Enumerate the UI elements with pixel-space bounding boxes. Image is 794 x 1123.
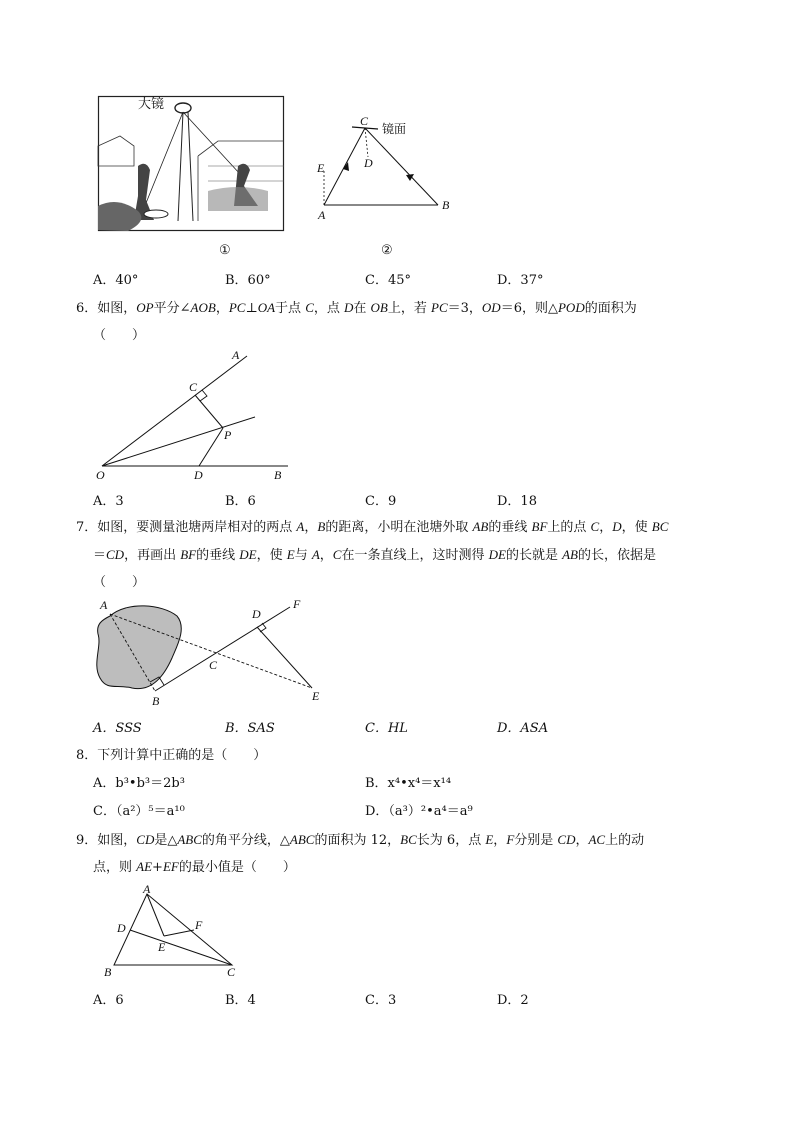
q5-fig2-point-D: D [364,156,373,170]
q5-fig2-mirror-label: 镜面 [382,122,407,136]
q7-option-b-text: B．SAS [225,721,275,736]
q7-text: 在一条直线上，这时测得 [341,548,489,563]
q7-var: CD [106,547,125,562]
q6-point-D: D [194,468,203,482]
q7-point-E: E [312,689,320,703]
q7-stem-line2 [93,544,656,563]
q9-text: 分别是 [514,833,558,848]
q7-var: A [296,519,305,534]
q5-option-c[interactable]: C．45° [365,273,411,288]
q7-var: BC [651,519,669,534]
q9-var: EF [162,859,179,874]
q6-text: 上，若 [387,301,432,316]
q9-var: ABC [289,832,315,847]
q6-text: 的面积为 [584,301,637,316]
q7-var: AB [472,519,489,534]
q7-answer-blank[interactable]: （ ） [93,575,146,590]
q9-text: 的角平分线，△ [201,833,290,848]
q8-text: 下列计算中正确的是（ ） [97,748,267,763]
q7-var: AB [562,547,578,562]
q9-option-c[interactable]: C．3 [365,993,397,1008]
q9-option-a[interactable]: A．6 [93,993,124,1008]
q9-text: 的面积为 12， [314,833,401,848]
q5-fig2-point-C: C [360,114,369,128]
q7-option-b[interactable] [225,717,275,736]
q6-option-c[interactable]: C．9 [365,494,397,509]
q6-point-A: A [232,348,240,362]
q7-option-c[interactable] [365,717,408,736]
q8-option-a[interactable]: A．b³•b³＝2b³ [93,776,185,791]
q9-var: ABC [177,832,202,847]
q9-option-d[interactable]: D．2 [497,993,529,1008]
q7-text: 上的点 [547,520,591,535]
q9-var: CD [136,832,155,847]
q9-figure [100,884,250,980]
q7-text: 的长就是 [505,548,563,563]
q7-text: 如图，要测量池塘两岸相对的两点 [97,520,297,535]
q6-point-B: B [274,468,282,482]
q9-var: E [485,832,494,847]
q8-number: 8． [76,748,98,763]
q7-point-F: F [293,597,301,611]
q7-option-c-text: C．HL [365,721,408,736]
q5-figure-1 [98,96,284,232]
q6-text: 平分∠ [153,301,191,316]
q9-point-C: C [227,965,236,979]
q7-point-B: B [152,694,160,708]
q5-fig1-caption: ① [219,243,231,258]
q9-var: AC [588,832,606,847]
q7-var: A [311,547,320,562]
q9-var: F [506,832,515,847]
q9-stem-line1 [76,829,644,848]
q6-number: 6． [76,301,98,316]
q6-text: 于点 [275,301,306,316]
q9-stem-line2 [93,856,296,875]
q5-fig2-point-A: A [318,208,326,222]
q6-var: PC [228,300,246,315]
q7-text: ， [319,548,333,563]
q7-var: DE [488,547,506,562]
q7-option-a-text: A．SSS [93,721,142,736]
q8-stem [76,744,266,763]
q9-point-D: D [117,921,126,935]
q7-text: 的垂线 [196,548,240,563]
q9-text: 的最小值是（ ） [178,860,296,875]
q7-option-a[interactable] [93,717,142,736]
q7-figure [92,596,332,708]
q9-text: 点，则 [93,860,137,875]
q9-text: 如图， [97,833,137,848]
q9-var: AE [136,859,153,874]
q7-var: E [286,547,295,562]
q5-fig1-label: 大镜 [138,97,165,112]
q7-point-A: A [100,598,108,612]
q9-text: + [152,860,163,875]
q6-text: ⊥ [245,301,258,316]
q9-text: 长为 6，点 [416,833,486,848]
q9-var: CD [557,832,576,847]
q8-option-d[interactable]: D．（a³）²•a⁴＝a⁹ [365,804,473,819]
q9-text: 是△ [154,833,178,848]
q9-point-F: F [195,918,203,932]
q7-var: BF [180,547,197,562]
q6-var: POD [557,300,585,315]
q7-number: 7． [76,520,98,535]
q9-option-b[interactable]: B．4 [225,993,256,1008]
q7-text: 与 [294,548,312,563]
q6-point-C: C [189,380,198,394]
q6-figure [92,348,302,484]
q5-option-a[interactable]: A．40° [93,273,139,288]
q6-var: OA [257,300,276,315]
q5-fig2-point-B: B [442,198,450,212]
q5-fig2-point-E: E [317,161,325,175]
q9-text: ， [493,833,507,848]
q7-var: D [612,519,622,534]
q7-text: ，再画出 [124,548,181,563]
q6-var: OP [136,300,154,315]
q7-text: ， [599,520,613,535]
q7-var: DE [239,547,257,562]
q9-point-B: B [104,965,112,979]
q6-var: OD [481,300,501,315]
q7-option-d-text: D．ASA [497,721,549,736]
q6-text: ， [215,301,229,316]
q7-text: ， [304,520,318,535]
q6-var: D [344,300,354,315]
q5-option-d[interactable]: D．37° [497,273,544,288]
q7-text: 的垂线 [488,520,532,535]
q7-text: ，使 [621,520,652,535]
q5-option-b[interactable]: B．60° [225,273,271,288]
q6-text: 如图， [97,301,137,316]
q6-var: OB [370,300,388,315]
q7-point-D: D [252,607,261,621]
q6-text: ＝6，则△ [500,301,558,316]
q6-var: PC [431,300,448,315]
q9-point-E: E [158,940,166,954]
q6-var: C [305,300,314,315]
q7-text: 的距离，小明在池塘外取 [325,520,473,535]
q9-var: BC [400,832,417,847]
q6-stem [76,297,637,316]
q6-option-a[interactable]: A．3 [93,494,124,509]
q6-text: ，点 [313,301,344,316]
q6-text: ＝3， [447,301,482,316]
q6-option-d[interactable]: D．18 [497,494,537,509]
q9-point-A: A [143,882,151,896]
q9-text: ， [575,833,589,848]
q6-point-P: P [224,428,232,442]
q7-text: ，使 [256,548,287,563]
q6-point-O: O [96,468,105,482]
q5-figure-2 [300,115,470,225]
q6-text: 在 [353,301,371,316]
q7-stem-line1 [76,516,668,535]
q9-number: 9． [76,833,98,848]
q7-var: BF [531,519,548,534]
q7-var: C [590,519,600,534]
q6-answer-blank[interactable]: （ ） [93,328,146,343]
q7-option-d[interactable] [497,717,548,736]
q8-option-b[interactable]: B．x⁴•x⁴＝x¹⁴ [365,776,452,791]
q7-point-C: C [209,658,218,672]
q7-text: ＝ [93,548,107,563]
q6-var: AOB [190,300,216,315]
q7-text: 的长，依据是 [577,548,656,563]
q7-var: B [317,519,326,534]
q9-text: 上的动 [605,833,645,848]
q8-option-c[interactable]: C．（a²）⁵＝a¹⁰ [93,804,185,819]
q7-var: C [332,547,342,562]
q6-option-b[interactable]: B．6 [225,494,256,509]
q5-fig2-caption: ② [381,243,393,258]
